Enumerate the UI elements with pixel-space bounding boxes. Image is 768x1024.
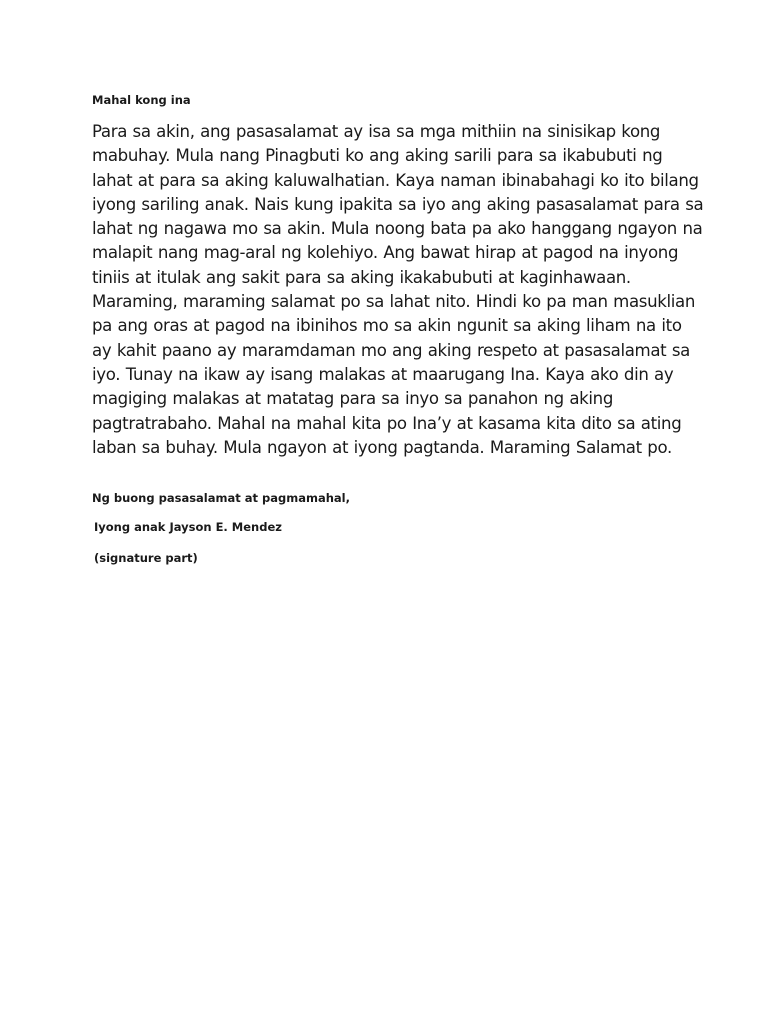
signature-note: (signature part) [94,551,198,565]
body-line: pagtratrabaho. Mahal na mahal kita po Ina’y at kasama kita dito sa ating [92,413,682,433]
body-line: iyo. Tunay na ikaw ay isang malakas at maarugang Ina. Kaya ako din ay [92,364,674,384]
body-line: iyong sariling anak. Nais kung ipakita sa iyo ang aking pasasalamat para sa [92,194,704,214]
body-line: ay kahit paano ay maramdaman mo ang aking respeto at pasasalamat sa [92,340,690,360]
body-line: magiging malakas at matatag para sa inyo sa panahon ng aking [92,389,614,409]
letter-closing: Ng buong pasasalamat at pagmamahal, [92,491,350,505]
body-line: mabuhay. Mula nang Pinagbuti ko ang aking sarili para sa ikabubuti ng [92,146,663,166]
body-line: lahat at para sa aking kaluwalhatian. Kaya naman ibinabahagi ko ito bilang [92,170,699,190]
body-line: Maraming, maraming salamat po sa lahat nito. Hindi ko pa man masuklian [92,292,695,312]
body-line: laban sa buhay. Mula ngayon at iyong pagtanda. Maraming Salamat po. [92,437,672,457]
letter-salutation: Mahal kong ina [92,93,191,107]
body-line: Para sa akin, ang pasasalamat ay isa sa mga mithiin na sinisikap kong [92,122,661,141]
body-line: malapit nang mag-aral ng kolehiyo. Ang bawat hirap at pagod na inyong [92,243,679,263]
letter-signer: Iyong anak Jayson E. Mendez [94,520,282,534]
body-line: lahat ng nagawa mo sa akin. Mula noong bata pa ako hanggang ngayon na [92,219,703,239]
letter-body [92,120,704,460]
body-line: tiniis at itulak ang sakit para sa aking ikakabubuti at kaginhawaan. [92,267,631,287]
body-line: pa ang oras at pagod na ibinihos mo sa akin ngunit sa aking liham na ito [92,316,682,336]
